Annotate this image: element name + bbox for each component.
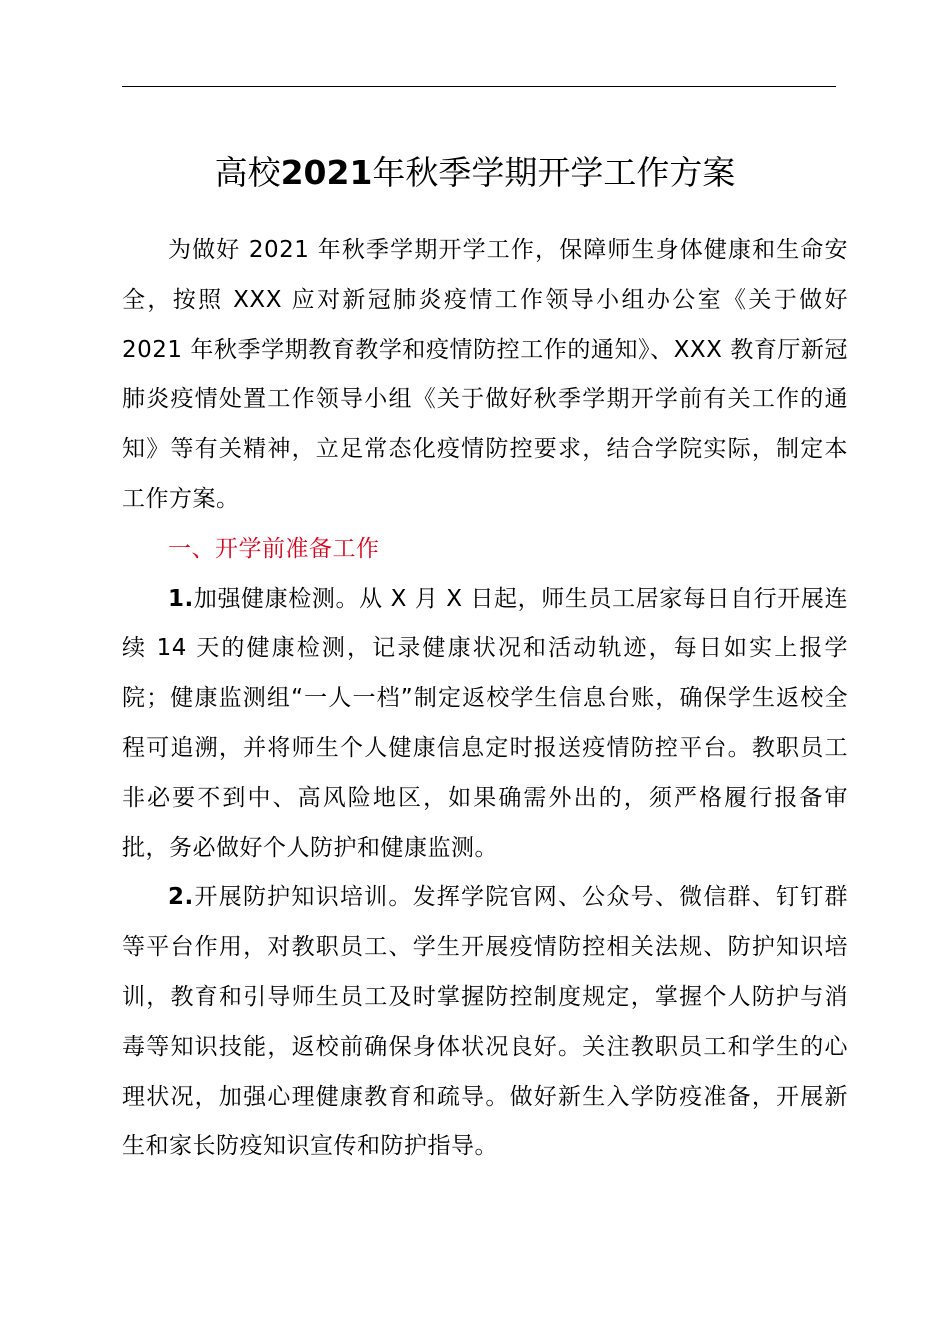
item-text: 开展防护知识培训。发挥学院官网、公众号、微信群、钉钉群等平台作用，对教职员工、学生开展疫情防控相关法规、防护知识培训，教育和引导师生员工及时掌握防控制度规定，掌握个人防护与消毒等知识技能，返校前确保身体状况良好。关注教职员工和学生的心理状况，加强心理健康教育和疏导。做好新生入学防疫准备，开展新生和家长防疫知识宣传和防护指导。 <box>122 884 848 1160</box>
list-item <box>122 575 848 874</box>
item-number: 1. <box>168 585 194 612</box>
list-item <box>122 873 848 1172</box>
title-prefix: 高校 <box>214 153 281 192</box>
document-body <box>122 226 848 1172</box>
intro-paragraph: 为做好 2021 年秋季学期开学工作，保障师生身体健康和生命安全，按照 XXX 应对新冠肺炎疫情工作领导小组办公室《关于做好 2021 年秋季学期教育教学和疫情防控工作的通知》、XXX 教育厅新冠肺炎疫情处置工作领导小组《关于做好秋季学期开学前有关工作的通知》等有关精神，立足常态化疫情防控要求，结合学院实际，制定本工作方案。 <box>122 237 848 512</box>
item-text: 加强健康检测。从 X 月 X 日起，师生员工居家每日自行开展连续 14 天的健康检测，记录健康状况和活动轨迹，每日如实上报学院；健康监测组“一人一档”制定返校学生信息台账，确保学生返校全程可追溯，并将师生个人健康信息定时报送疫情防控平台。教职员工非必要不到中、高风险地区，如果确需外出的，须严格履行报备审批，务必做好个人防护和健康监测。 <box>122 585 848 861</box>
item-number: 2. <box>168 884 194 911</box>
page-title <box>0 150 950 196</box>
header-rule <box>122 86 836 87</box>
title-suffix: 年秋季学期开学工作方案 <box>372 153 736 192</box>
title-year: 2021 <box>280 153 373 192</box>
section-heading: 一、开学前准备工作 <box>168 535 380 562</box>
